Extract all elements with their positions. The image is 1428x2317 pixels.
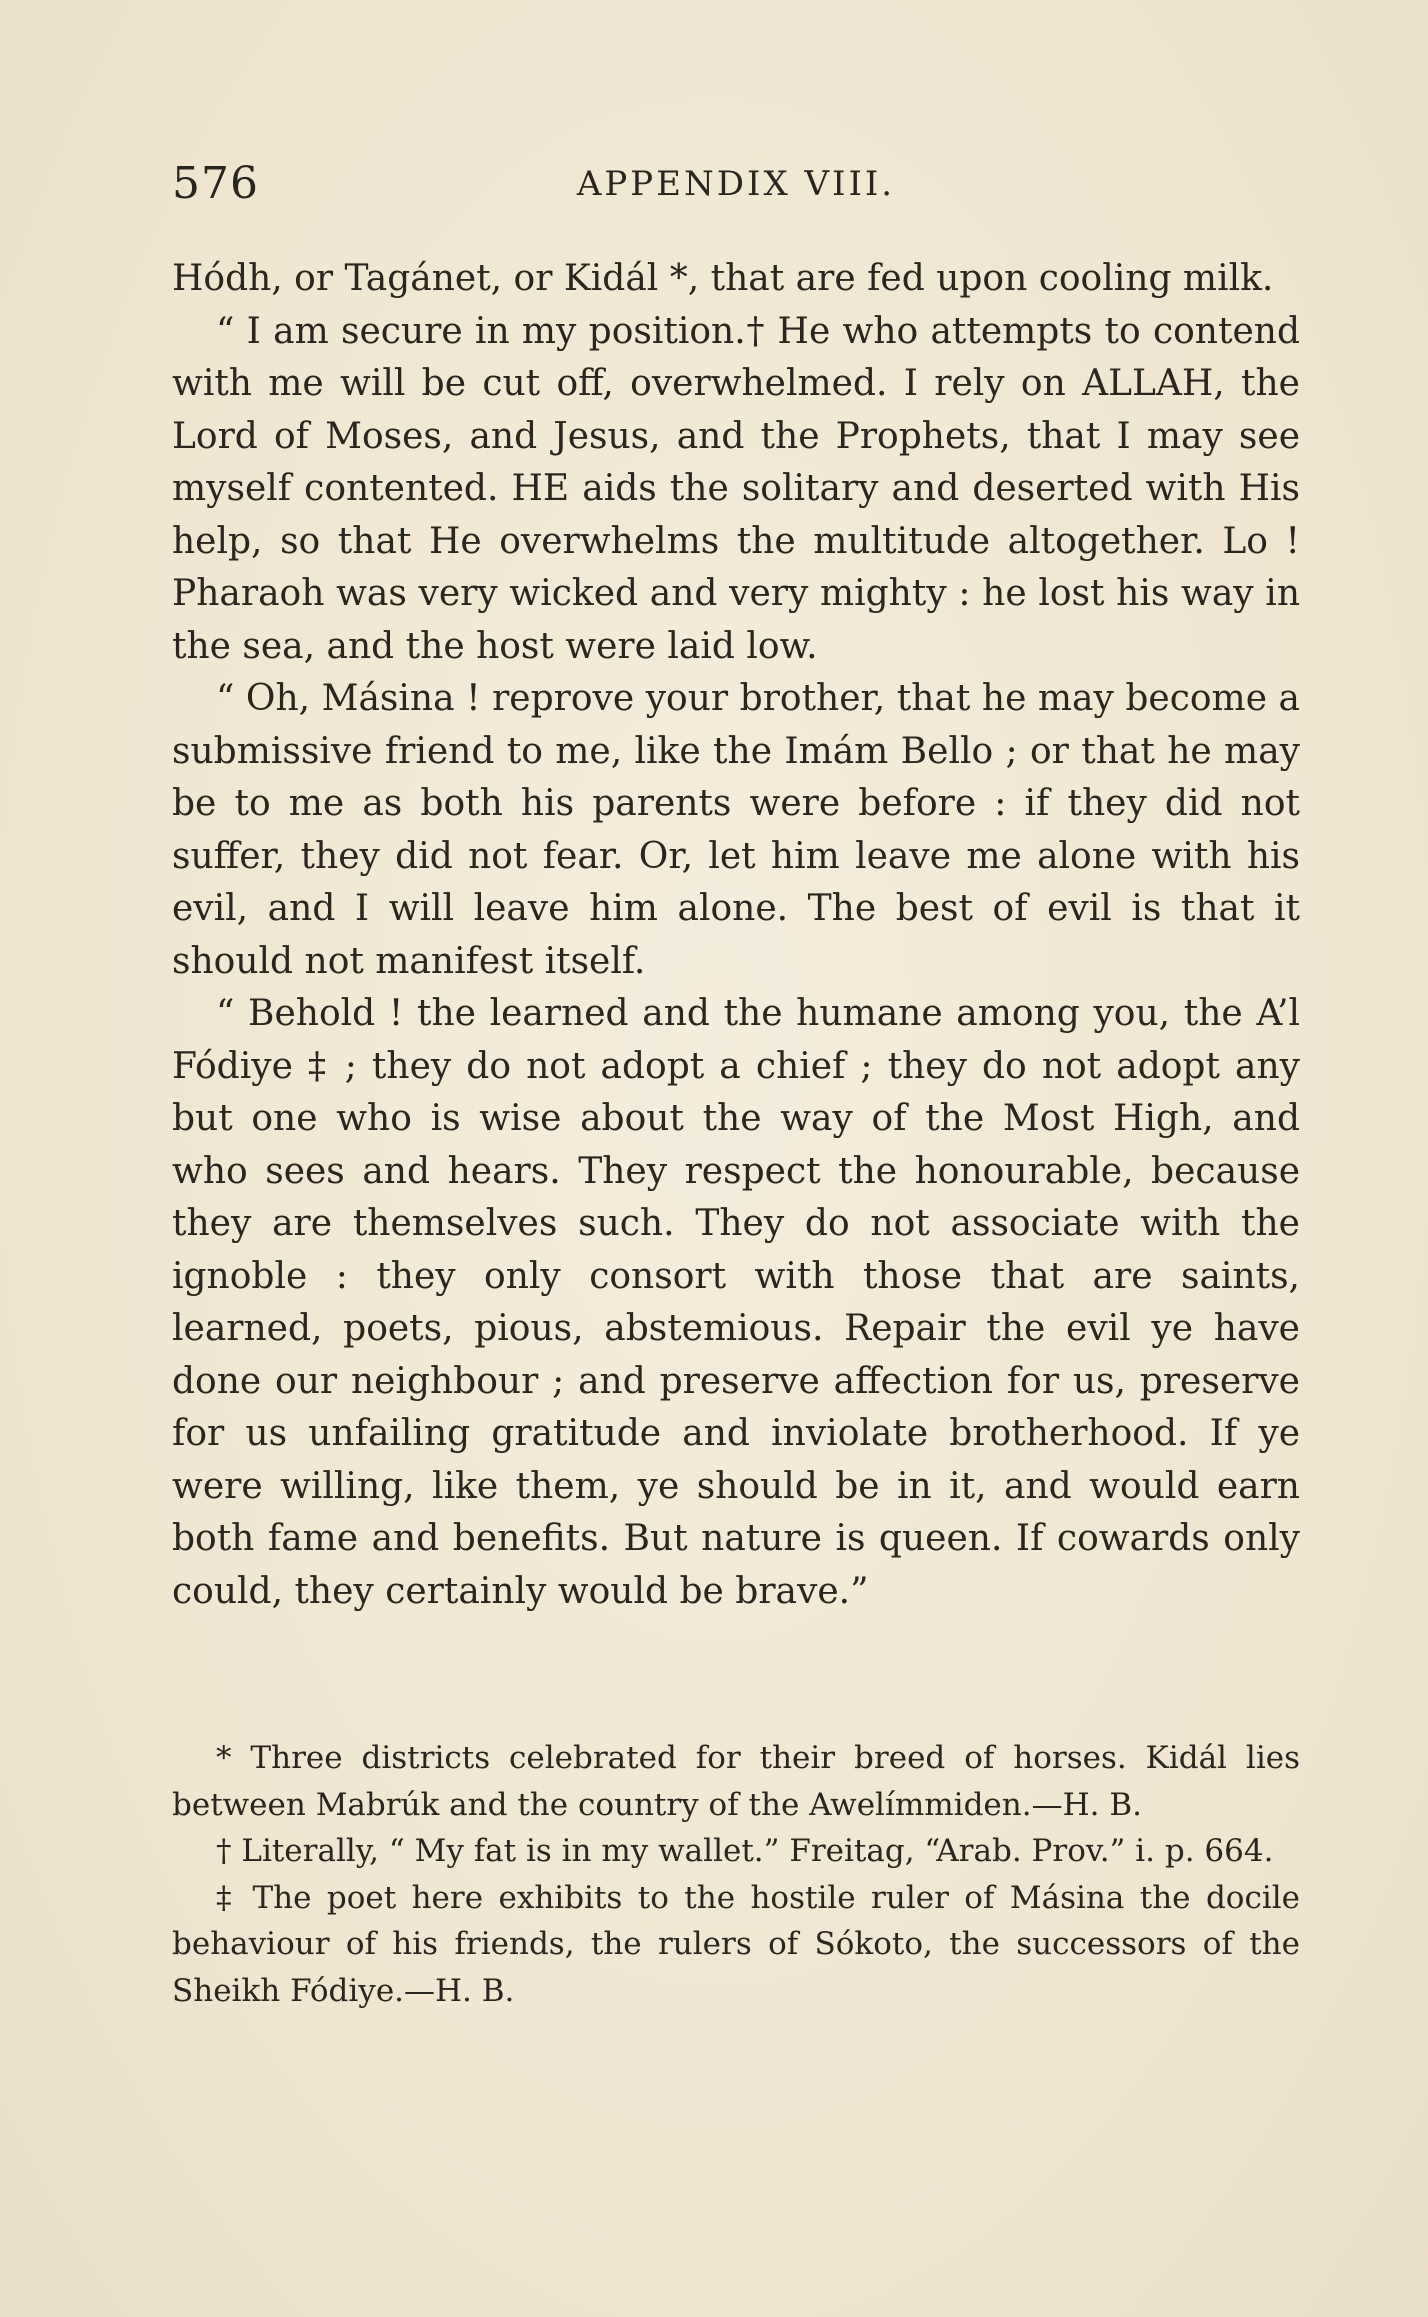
footnotes <box>172 1735 1300 2014</box>
footnote-dagger: † Literally, “ My fat is in my wallet.” Freitag, “Arab. Prov.” i. p. 664. <box>216 1833 1274 1869</box>
paragraph-4: “ Behold ! the learned and the humane among you, the A’l Fódiye ‡ ; they do not adopt a chief ; they do not adopt any but one who is wise about the way of the Most High, and who sees and hears. They respect the honourable, because they are themselves such. They do not associate with the ignoble : they only consort with those that are saints, learned, poets, pious, abstemious. Repair the evil ye have done our neighbour ; and preserve affection for us, preserve for us unfailing gratitude and inviolate brotherhood. If ye were willing, like them, ye should be in it, and would earn both fame and benefits. But nature is queen. If cowards only could, they certainly would be brave.” <box>172 993 1300 1612</box>
paragraph-1: Hódh, or Tagánet, or Kidál *, that are fed upon cooling milk. <box>172 258 1274 299</box>
footnote-double-dagger: ‡ The poet here exhibits to the hostile ruler of Másina the docile behaviour of his friends, the rulers of Sókoto, the successors of the Sheikh Fódiye.—H. B. <box>172 1879 1300 2009</box>
paragraph-3: “ Oh, Másina ! reprove your brother, that he may become a submissive friend to me, like the Imám Bello ; or that he may be to me as both his parents were before : if they did not suffer, they did not fear. Or, let him leave me alone with his evil, and I will leave him alone. The best of evil is that it should not manifest itself. <box>172 678 1300 982</box>
page-number: 576 <box>172 158 259 209</box>
footnote-asterisk: * Three districts celebrated for their breed of horses. Kidál lies between Mabrúk and the country of the Awelímmiden.—H. B. <box>172 1740 1300 1823</box>
running-head: APPENDIX VIII. <box>576 164 896 204</box>
main-text <box>172 253 1300 1618</box>
page-header <box>172 158 1300 214</box>
paragraph-2: “ I am secure in my position.† He who attempts to contend with me will be cut off, overwhelmed. I rely on ALLAH, the Lord of Moses, and Jesus, and the Prophets, that I may see myself contented. HE aids the solitary and deserted with His help, so that He overwhelms the multitude altogether. Lo ! Pharaoh was very wicked and very mighty : he lost his way in the sea, and the host were laid low. <box>172 310 1300 667</box>
